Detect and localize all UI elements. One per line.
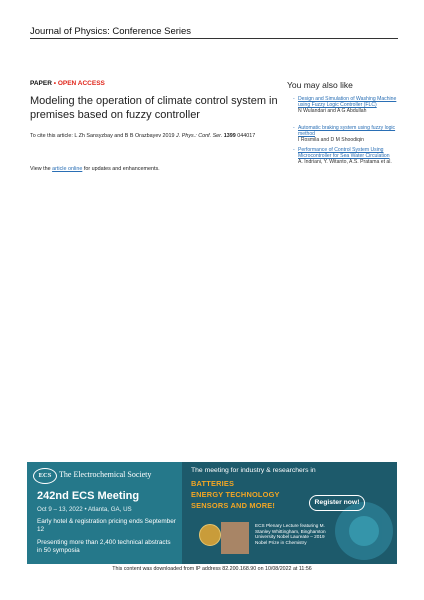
paper-label: PAPER bbox=[30, 80, 52, 87]
ecs-logo: ECS bbox=[33, 468, 57, 484]
related-item bbox=[293, 125, 398, 144]
related-title-link[interactable]: Performance of Control System Using Microcontroller for Sea Water Circulation bbox=[298, 147, 390, 160]
bullet-icon: - bbox=[293, 125, 295, 131]
bullet-icon: - bbox=[293, 147, 295, 153]
plenary-lecture-text: ECS Plenary Lecture featuring M. Stanley Whittingham, Binghamton University Nobel Laureate – 2019 Nobel Prize in Chemistry bbox=[255, 523, 326, 546]
citation-journal: J. Phys.: Conf. Ser. bbox=[176, 133, 223, 139]
related-authors: N Wulandari and A G Abdullah bbox=[298, 108, 367, 115]
journal-name: Journal of Physics: Conference Series bbox=[30, 26, 192, 37]
keyword-sensors: SENSORS AND MORE! bbox=[191, 501, 276, 510]
citation-prefix: To cite this article: L Zh Sansyzbay and B B Orazbayev 2019 bbox=[30, 133, 177, 139]
early-pricing-text: Early hotel & registration pricing ends September 12 bbox=[37, 518, 176, 533]
banner-tagline: The meeting for industry & researchers in bbox=[191, 467, 316, 474]
meeting-dates: Oct 9 – 13, 2022 • Atlanta, GA, US bbox=[37, 506, 132, 513]
view-online bbox=[30, 166, 160, 172]
gear-inner bbox=[349, 516, 379, 546]
related-title-link[interactable]: Design and Simulation of Washing Machine using Fuzzy Logic Controller (FLC) bbox=[298, 96, 397, 109]
sidebar-heading: You may also like bbox=[287, 80, 353, 90]
tag-separator: • bbox=[51, 80, 58, 87]
view-suffix: for updates and enhancements. bbox=[82, 166, 160, 172]
open-access-badge: OPEN ACCESS bbox=[57, 80, 105, 87]
society-name: The Electrochemical Society bbox=[59, 470, 152, 479]
citation-volume: 1399 bbox=[223, 133, 236, 139]
nobel-medal-icon bbox=[199, 524, 221, 546]
related-item bbox=[293, 147, 398, 166]
related-authors: A. Indriani, Y. Witanto, A.S. Pratama et al. bbox=[298, 159, 392, 166]
abstracts-text: Presenting more than 2,400 technical abstracts in 50 symposia bbox=[37, 539, 171, 554]
bullet-icon: - bbox=[293, 96, 295, 102]
banner-right-panel bbox=[185, 462, 397, 564]
citation-page: 044017 bbox=[237, 133, 256, 139]
paper-tag bbox=[30, 80, 105, 87]
article-online-link[interactable]: article online bbox=[52, 166, 83, 172]
meeting-title: 242nd ECS Meeting bbox=[37, 490, 140, 502]
speaker-portrait bbox=[221, 522, 249, 554]
keyword-energy: ENERGY TECHNOLOGY bbox=[191, 490, 280, 499]
ecs-advertisement-banner[interactable] bbox=[27, 462, 397, 564]
related-title-link[interactable]: Automatic braking system using fuzzy logic method bbox=[298, 125, 396, 138]
header-rule bbox=[30, 38, 398, 39]
view-prefix: View the bbox=[30, 166, 53, 172]
related-authors: I Rosmila and D M Shoodiqin bbox=[298, 137, 364, 144]
download-footer: This content was downloaded from IP address 82.200.168.90 on 10/08/2022 at 11:56 bbox=[112, 566, 312, 572]
keyword-batteries: BATTERIES bbox=[191, 479, 235, 488]
article-title: Modeling the operation of climate control system in premises based on fuzzy controller bbox=[30, 95, 278, 121]
register-button[interactable]: Register now! bbox=[309, 495, 365, 511]
related-item bbox=[293, 96, 398, 115]
banner-left-panel bbox=[27, 462, 182, 564]
citation bbox=[30, 133, 295, 139]
